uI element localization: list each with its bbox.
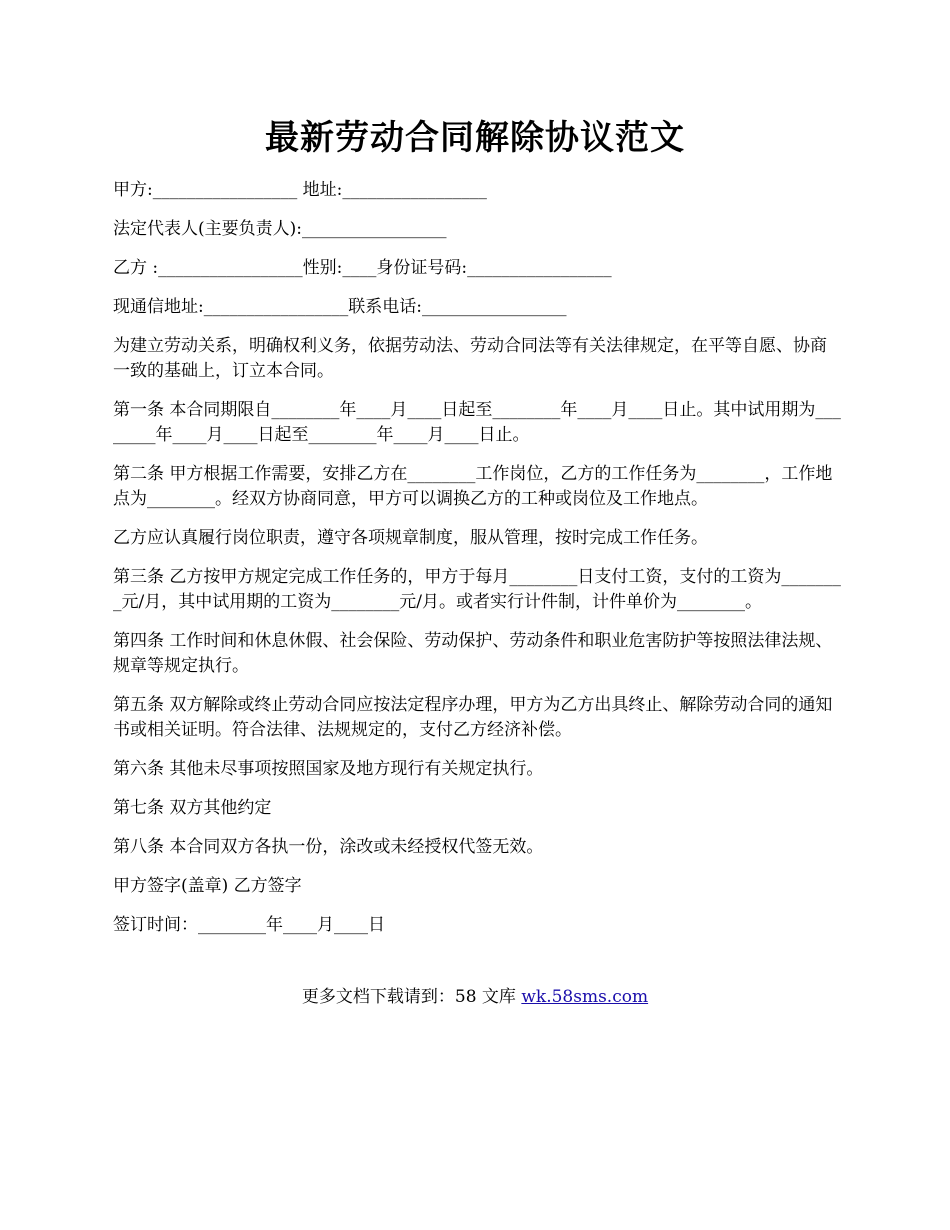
article-8: 第八条 本合同双方各执一份，涂改或未经授权代签无效。 bbox=[113, 837, 544, 857]
signature-line: 甲方签字(盖章) 乙方签字 bbox=[113, 876, 302, 896]
article-6: 第六条 其他未尽事项按照国家及地方现行有关规定执行。 bbox=[113, 759, 544, 779]
footer-link[interactable]: wk.58sms.com bbox=[521, 987, 649, 1007]
duties-paragraph: 乙方应认真履行岗位职责，遵守各项规章制度，服从管理，按时完成工作任务。 bbox=[113, 528, 708, 548]
preamble-paragraph: 为建立劳动关系，明确权利义务，依据劳动法、劳动合同法等有关法律规定，在平等自愿、协商一致的基础上，订立本合同。 bbox=[113, 336, 827, 381]
legal-representative-line: 法定代表人(主要负责人):_________________ bbox=[113, 219, 447, 239]
article-1: 第一条 本合同期限自________年____月____日起至________年____月____日止。其中试用期为________年____月____日起至________年____月____日止。 bbox=[113, 400, 841, 445]
party-b-line: 乙方 :_________________性别:____身份证号码:_________________ bbox=[113, 258, 612, 278]
footer-text: 更多文档下载请到：58 文库 bbox=[301, 987, 522, 1007]
article-4: 第四条 工作时间和休息休假、社会保险、劳动保护、劳动条件和职业危害防护等按照法律法规、规章等规定执行。 bbox=[113, 631, 833, 676]
party-a-line: 甲方:_________________ 地址:_________________ bbox=[113, 180, 487, 200]
document-body bbox=[113, 178, 843, 952]
article-3: 第三条 乙方按甲方规定完成工作任务的，甲方于每月________日支付工资，支付的工资为________元/月，其中试用期的工资为________元/月。或者实行计件制，计件单价为________。 bbox=[113, 567, 841, 612]
article-2: 第二条 甲方根据工作需要，安排乙方在________工作岗位，乙方的工作任务为________，工作地点为________。经双方协商同意，甲方可以调换乙方的工种或岗位及工作地点。 bbox=[113, 464, 833, 509]
document-title: 最新劳动合同解除协议范文 bbox=[265, 118, 685, 158]
contact-address-line: 现通信地址:_________________联系电话:_________________ bbox=[113, 297, 567, 317]
download-footer bbox=[0, 985, 950, 1010]
article-5: 第五条 双方解除或终止劳动合同应按法定程序办理，甲方为乙方出具终止、解除劳动合同的通知书或相关证明。符合法律、法规规定的，支付乙方经济补偿。 bbox=[113, 695, 833, 740]
article-7: 第七条 双方其他约定 bbox=[113, 798, 272, 818]
signing-date-line: 签订时间：________年____月____日 bbox=[113, 915, 385, 935]
